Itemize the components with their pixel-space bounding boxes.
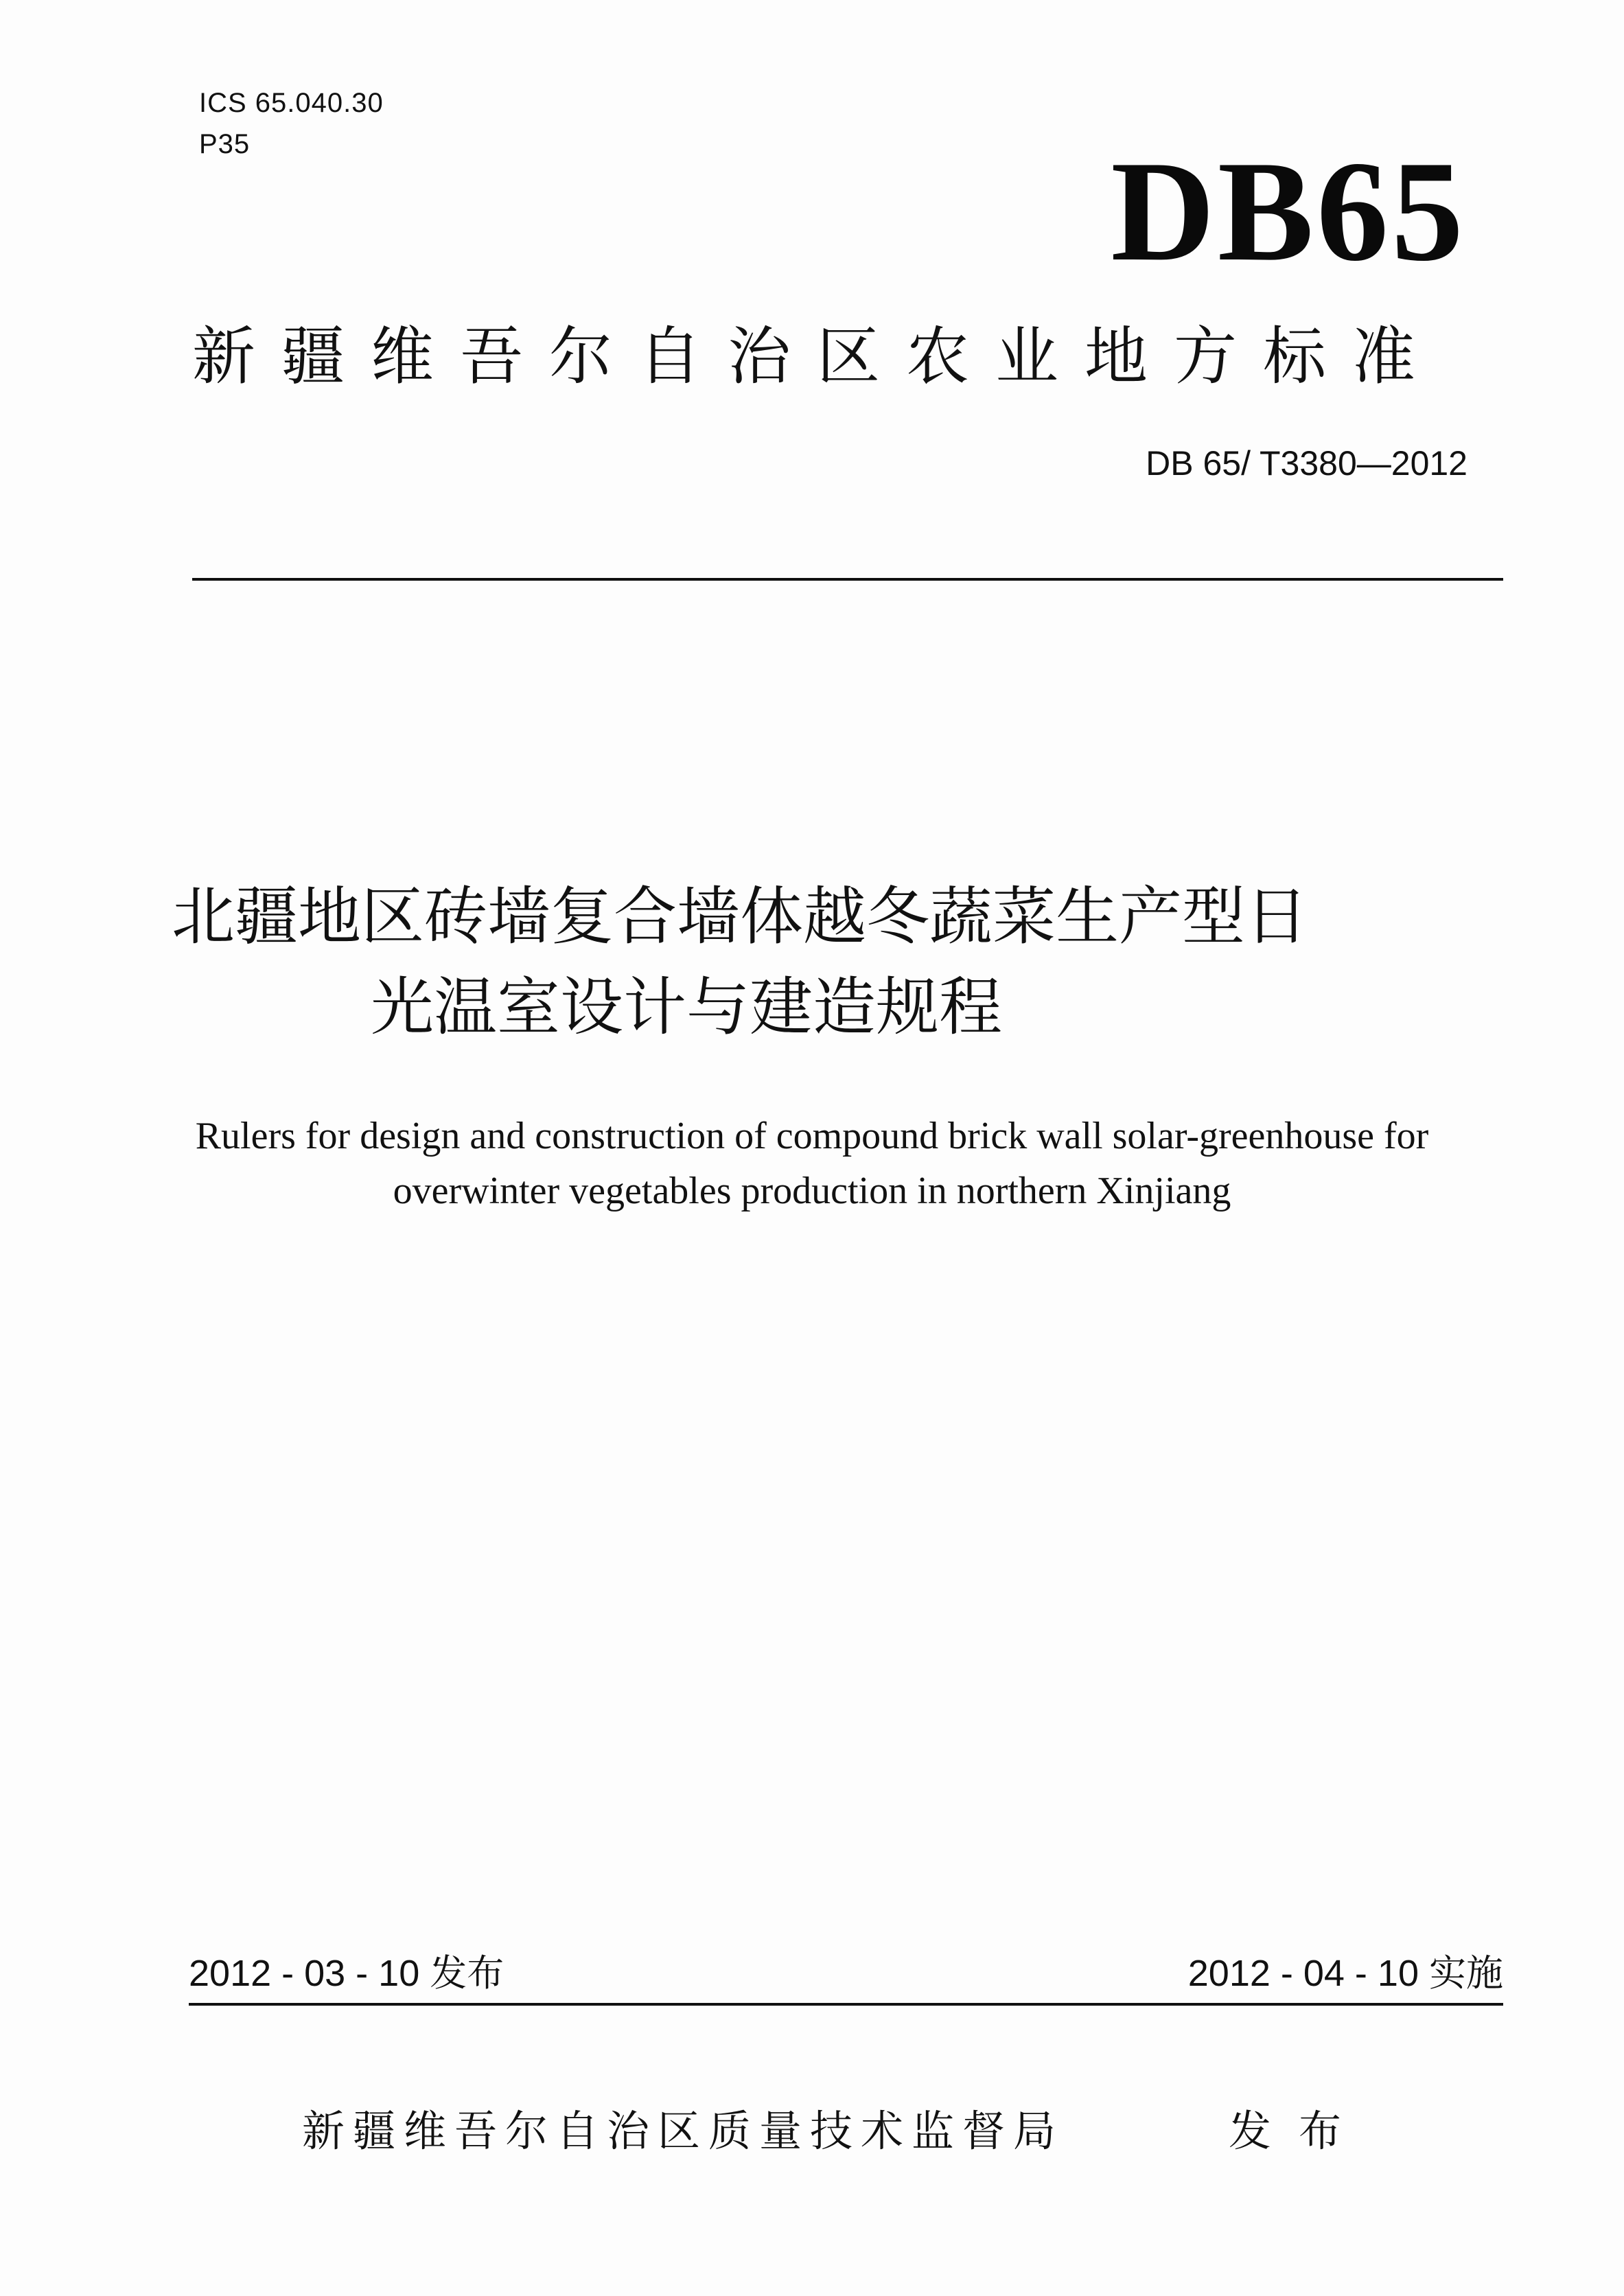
title-chinese-line-2: 光温室设计与建造规程 [371,971,1003,1044]
standard-code: DB 65/ T3380—2012 [1146,444,1468,483]
title-english [137,1109,1487,1218]
ccs-code: P35 [199,129,251,159]
publisher-name: 新疆维吾尔自治区质量技术监督局 [302,2106,1065,2156]
classification-block [199,82,384,165]
standard-logo: DB65 [1111,132,1466,291]
publisher-verb: 发布 [1229,2106,1369,2156]
title-english-line-1: Rulers for design and construction of compound brick wall solar-greenhouse for [195,1115,1429,1157]
title-chinese-line-1: 北疆地区砖墙复合墙体越冬蔬菜生产型日 [172,880,1309,953]
footer-divider [189,2003,1503,2006]
title-english-line-2: overwinter vegetables production in northern Xinjiang [393,1170,1231,1212]
date-row [189,1949,1503,1997]
issue-date: 2012 - 03 - 10 发布 [189,1953,504,1994]
ics-code: ICS 65.040.30 [199,88,384,118]
title-chinese [172,872,1476,1053]
implementation-date: 2012 - 04 - 10 实施 [1187,1953,1503,1994]
standard-type-heading: 新疆维吾尔自治区农业地方标准 [192,320,1442,393]
header-divider [192,578,1503,581]
